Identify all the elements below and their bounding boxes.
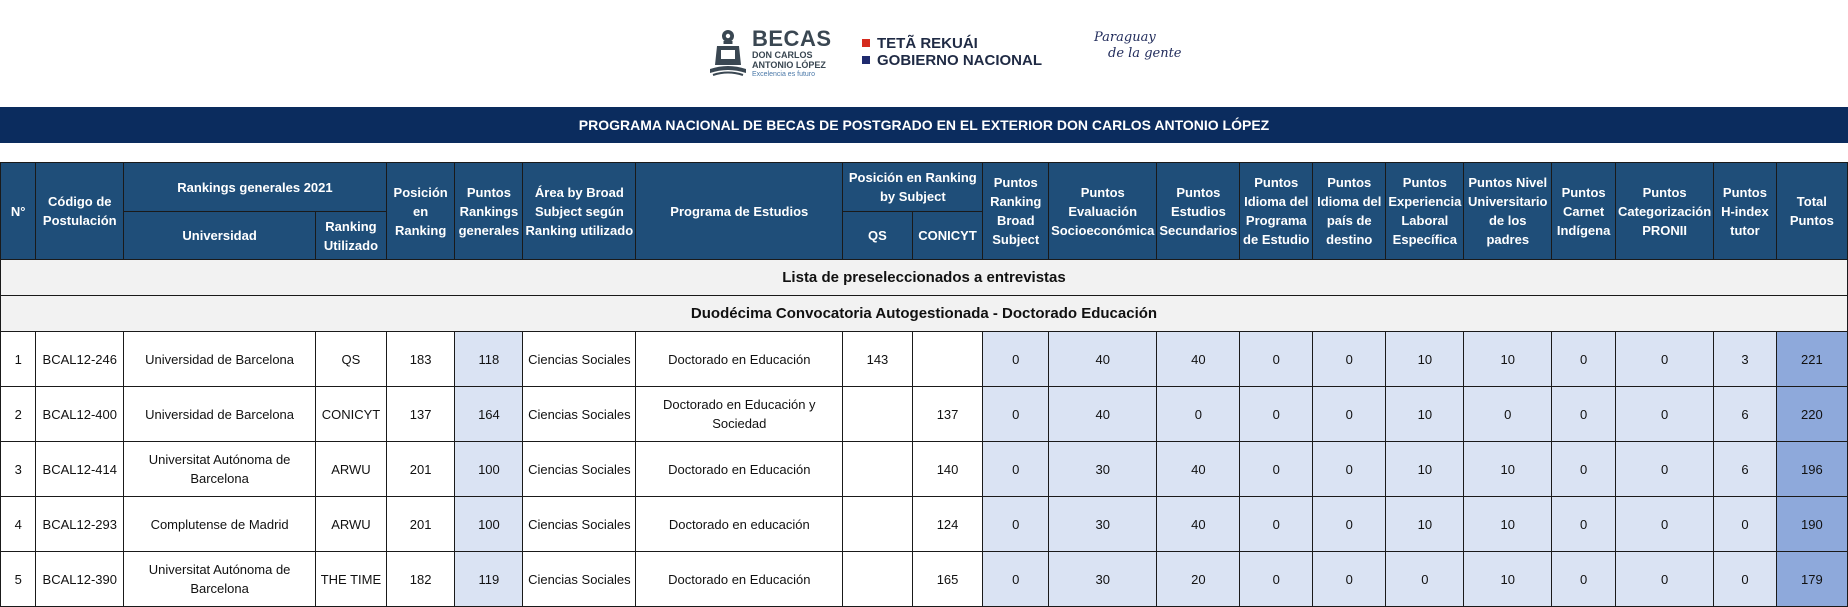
cell-p-hindex: 6 [1714,442,1777,497]
cell-ranking: CONICYT [316,387,387,442]
cell-p-hindex: 6 [1714,387,1777,442]
header-n: N° [1,163,36,260]
becas-title: BECAS [752,26,832,51]
results-body [1,332,1848,607]
becas-subtitle-1: DON CARLOS [752,50,813,60]
cell-p-exp: 10 [1386,442,1464,497]
header-conicyt: CONICYT [912,212,983,260]
header-puntos-rankings: Puntos Rankings generales [455,163,523,260]
paraguay-logo [1094,30,1182,62]
cell-p-idioma-prog: 0 [1240,387,1313,442]
header-p-estudios: Puntos Estudios Secundarios [1157,163,1240,260]
cell-p-idioma-pais: 0 [1313,442,1386,497]
cell-puntos-rank: 100 [455,442,523,497]
header-universidad: Universidad [124,212,316,260]
cell-p-hindex: 3 [1714,332,1777,387]
table-row [1,387,1848,442]
table-row [1,497,1848,552]
becas-subtitle-2: ANTONIO LÓPEZ [752,60,826,70]
cell-p-pronii: 0 [1616,387,1714,442]
cell-posicion: 183 [386,332,455,387]
header-posicion: Posición en Ranking [386,163,455,260]
cell-p-carnet: 0 [1552,552,1616,607]
cell-p-carnet: 0 [1552,497,1616,552]
cell-p-idioma-prog: 0 [1240,442,1313,497]
cell-p-exp: 0 [1386,552,1464,607]
cell-total: 190 [1776,497,1847,552]
cell-p-carnet: 0 [1552,387,1616,442]
cell-programa: Doctorado en Educación [636,552,843,607]
list-title: Lista de preseleccionados a entrevistas [1,260,1848,296]
cell-posicion: 201 [386,497,455,552]
cell-p-carnet: 0 [1552,442,1616,497]
cell-programa: Doctorado en Educación [636,442,843,497]
program-banner: PROGRAMA NACIONAL DE BECAS DE POSTGRADO EN EL EXTERIOR DON CARLOS ANTONIO LÓPEZ [0,107,1848,143]
cell-p-estudios: 0 [1157,387,1240,442]
cell-ranking: QS [316,332,387,387]
cell-total: 221 [1776,332,1847,387]
cell-p-pronii: 0 [1616,552,1714,607]
cell-n: 1 [1,332,36,387]
cell-p-broad: 0 [983,332,1049,387]
header-p-experiencia: Puntos Experiencia Laboral Específica [1386,163,1464,260]
cell-codigo: BCAL12-400 [36,387,124,442]
header-p-carnet: Puntos Carnet Indígena [1552,163,1616,260]
cell-puntos-rank: 119 [455,552,523,607]
cell-area: Ciencias Sociales [523,387,636,442]
cell-codigo: BCAL12-414 [36,442,124,497]
cell-universidad: Universitat Autónoma de Barcelona [124,442,316,497]
cell-p-exp: 10 [1386,387,1464,442]
cell-p-pronii: 0 [1616,497,1714,552]
cell-p-broad: 0 [983,552,1049,607]
paraguay-line-2: de la gente [1108,46,1182,61]
cell-puntos-rank: 164 [455,387,523,442]
results-sheet [0,162,1848,607]
cell-universidad: Complutense de Madrid [124,497,316,552]
cell-n: 3 [1,442,36,497]
red-square-icon [862,39,870,47]
cell-p-carnet: 0 [1552,332,1616,387]
cell-total: 196 [1776,442,1847,497]
header-p-pronii: Puntos Categorización PRONII [1616,163,1714,260]
cell-universidad: Universidad de Barcelona [124,332,316,387]
gov-line-2: GOBIERNO NACIONAL [877,52,1042,69]
table-row [1,552,1848,607]
cell-p-idioma-pais: 0 [1313,497,1386,552]
cell-programa: Doctorado en educación [636,497,843,552]
cell-n: 4 [1,497,36,552]
header-p-nivel: Puntos Nivel Universitario de los padres [1464,163,1552,260]
cell-p-socio: 40 [1049,387,1157,442]
cell-codigo: BCAL12-246 [36,332,124,387]
gobierno-logo [862,35,1042,69]
cell-p-socio: 30 [1049,442,1157,497]
table-row [1,332,1848,387]
cell-p-idioma-pais: 0 [1313,552,1386,607]
cell-posicion: 137 [386,387,455,442]
cell-ranking: THE TIME [316,552,387,607]
cell-p-exp: 10 [1386,332,1464,387]
blue-square-icon [862,56,870,64]
cell-p-nivel: 10 [1464,332,1552,387]
cell-p-nivel: 10 [1464,442,1552,497]
cell-area: Ciencias Sociales [523,552,636,607]
cell-p-estudios: 40 [1157,332,1240,387]
cell-universidad: Universitat Autónoma de Barcelona [124,552,316,607]
cell-p-pronii: 0 [1616,332,1714,387]
header-qs: QS [843,212,912,260]
cell-n: 5 [1,552,36,607]
cell-p-broad: 0 [983,387,1049,442]
cell-p-nivel: 10 [1464,497,1552,552]
cell-qs: 143 [843,332,912,387]
cell-n: 2 [1,387,36,442]
cell-posicion: 182 [386,552,455,607]
becas-logo [700,22,832,82]
header-total: Total Puntos [1776,163,1847,260]
header-p-socio: Puntos Evaluación Socioeconómica [1049,163,1157,260]
cell-qs [843,497,912,552]
cell-p-idioma-pais: 0 [1313,387,1386,442]
cell-conicyt: 165 [912,552,983,607]
cell-conicyt: 124 [912,497,983,552]
cell-area: Ciencias Sociales [523,497,636,552]
cell-codigo: BCAL12-293 [36,497,124,552]
gov-line-1: TETÃ REKUÁI [877,35,978,52]
cell-ranking: ARWU [316,497,387,552]
cell-conicyt: 137 [912,387,983,442]
cell-universidad: Universidad de Barcelona [124,387,316,442]
logo-bar [0,0,1848,106]
cell-p-nivel: 0 [1464,387,1552,442]
cell-ranking: ARWU [316,442,387,497]
cell-p-pronii: 0 [1616,442,1714,497]
cell-p-idioma-prog: 0 [1240,552,1313,607]
header-p-idioma-pais: Puntos Idioma del país de destino [1313,163,1386,260]
becas-emblem-icon [708,27,748,79]
cell-area: Ciencias Sociales [523,442,636,497]
header-area: Área by Broad Subject según Ranking utilizado [523,163,636,260]
cell-programa: Doctorado en Educación y Sociedad [636,387,843,442]
cell-p-broad: 0 [983,442,1049,497]
results-table [0,162,1848,607]
header-codigo: Código de Postulación [36,163,124,260]
cell-p-exp: 10 [1386,497,1464,552]
header-p-idioma-prog: Puntos Idioma del Programa de Estudio [1240,163,1313,260]
cell-programa: Doctorado en Educación [636,332,843,387]
becas-tagline: Excelencia es futuro [752,71,816,78]
cell-total: 220 [1776,387,1847,442]
cell-p-estudios: 20 [1157,552,1240,607]
header-subject-group: Posición en Ranking by Subject [843,163,983,212]
cell-codigo: BCAL12-390 [36,552,124,607]
cell-p-estudios: 40 [1157,442,1240,497]
cell-puntos-rank: 100 [455,497,523,552]
cell-p-idioma-pais: 0 [1313,332,1386,387]
table-row [1,442,1848,497]
header-programa: Programa de Estudios [636,163,843,260]
cell-p-nivel: 10 [1464,552,1552,607]
cell-p-socio: 30 [1049,552,1157,607]
cell-puntos-rank: 118 [455,332,523,387]
cell-conicyt: 140 [912,442,983,497]
paraguay-line-1: Paraguay [1094,30,1156,45]
header-p-hindex: Puntos H-index tutor [1714,163,1777,260]
header-ranking-utilizado: Ranking Utilizado [316,212,387,260]
header-rankings-group: Rankings generales 2021 [124,163,387,212]
cell-p-hindex: 0 [1714,497,1777,552]
cell-p-socio: 40 [1049,332,1157,387]
header-p-broad: Puntos Ranking Broad Subject [983,163,1049,260]
cell-p-estudios: 40 [1157,497,1240,552]
cell-posicion: 201 [386,442,455,497]
cell-p-idioma-prog: 0 [1240,332,1313,387]
cell-qs [843,387,912,442]
cell-qs [843,442,912,497]
cell-qs [843,552,912,607]
cell-total: 179 [1776,552,1847,607]
cell-p-socio: 30 [1049,497,1157,552]
cell-area: Ciencias Sociales [523,332,636,387]
cell-p-hindex: 0 [1714,552,1777,607]
cell-p-idioma-prog: 0 [1240,497,1313,552]
call-title: Duodécima Convocatoria Autogestionada - Doctorado Educación [1,296,1848,332]
cell-p-broad: 0 [983,497,1049,552]
cell-conicyt [912,332,983,387]
